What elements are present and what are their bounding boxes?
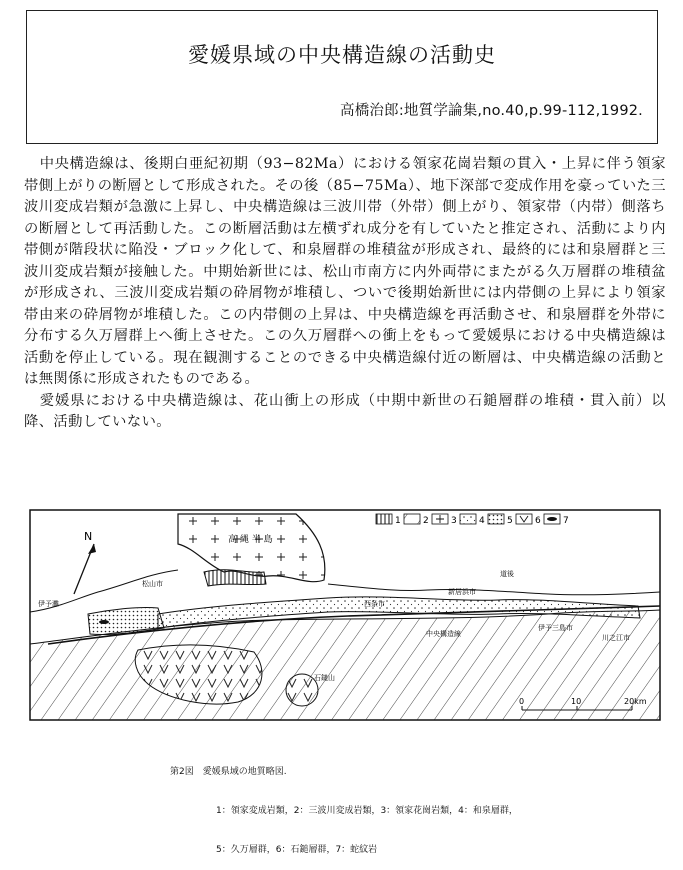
citation: 高橋治郎:地質学論集,no.40,p.99-112,1992. bbox=[340, 103, 643, 119]
scale-tick: 20km bbox=[624, 697, 647, 706]
legend-num: 1 bbox=[395, 516, 401, 526]
legend-num: 2 bbox=[423, 516, 429, 526]
label-niihama: 新居浜市 bbox=[448, 588, 476, 596]
label-takanawa: 高 縄 半 島 bbox=[228, 535, 273, 545]
page-title: 愛媛県域の中央構造線の活動史 bbox=[188, 43, 496, 67]
label-mtl: 中央構造線 bbox=[426, 630, 461, 638]
caption-line: 1：領家変成岩類，2：三波川変成岩類，3：領家花崗岩類，4：和泉層群， bbox=[216, 806, 518, 816]
label-iyo-nada: 伊予灘 bbox=[38, 600, 59, 608]
north-label: N bbox=[84, 530, 93, 543]
legend-num: 6 bbox=[535, 516, 541, 526]
scale-tick: 0 bbox=[519, 697, 525, 706]
legend-num: 4 bbox=[479, 516, 485, 526]
caption-title: 第2図 愛媛県域の地質略図. bbox=[170, 767, 287, 777]
paragraph: 愛媛県における中央構造線は、花山衝上の形成（中期中新世の石鎚層群の堆積・貫入前）以降、活動していない。 bbox=[24, 392, 666, 430]
label-matsuyama: 松山市 bbox=[142, 580, 163, 588]
label-kawanoe: 川之江市 bbox=[602, 634, 630, 642]
label-iyomishima: 伊予三島市 bbox=[538, 624, 573, 632]
north-arrow-icon bbox=[74, 544, 96, 594]
geologic-map bbox=[28, 494, 664, 734]
paragraph: 中央構造線は、後期白亜紀初期（93−82Ma）における領家花崗岩類の貫入・上昇に伴う領家帯側上がりの断層として形成された。その後（85−75Ma）、地下深部で変成作用を豪っていた三波川変成岩類が急激に上昇し、中央構造線は三波川帯（外帯）側上がり、領家帯（内帯）側落ちの断層として再活動した。この断層活動は左横ずれ成分を有していたと推定され、活動により内帯側が階段状に陥没・ブロック化して、和泉層群の堆積盆が形成され、最終的には和泉層群と三波川変成岩類が接触した。中期始新世には、松山市南方に内外両帯にまたがる久万層群の堆積盆が形成され、三波川変成岩類の砕屑物が堆積し、ついで後期始新世には内帯側の上昇により領家帯由来の砕屑物が堆積した。この内帯側の上昇は、中央構造線を再活動させ、和泉層群を外帯に分布する久万層群上へ衝上させた。この久万層群への衝上をもって愛媛県における中央構造線は活動を停止している。現在観測することのできる中央構造線付近の断層は、中央構造線の活動とは無関係に形成されたものである。 bbox=[24, 156, 666, 387]
legend-num: 7 bbox=[563, 516, 569, 526]
label-dogo: 道後 bbox=[500, 570, 514, 578]
ryoke-metamorphic-area bbox=[204, 570, 266, 586]
legend-num: 3 bbox=[451, 516, 457, 526]
geologic-map-figure bbox=[28, 494, 664, 734]
body-text bbox=[24, 154, 666, 434]
title-box bbox=[26, 10, 658, 144]
label-ishizuchi: 石鎚山 bbox=[314, 674, 335, 682]
label-saijo: 西条市 bbox=[364, 600, 385, 608]
scale-tick: 10 bbox=[571, 697, 582, 706]
legend-num: 5 bbox=[507, 516, 513, 526]
caption-line: 5：久万層群，6：石鎚層群，7：蛇紋岩 bbox=[216, 845, 378, 855]
serpentinite-lens bbox=[99, 620, 109, 624]
figure-caption bbox=[170, 740, 518, 870]
map-legend bbox=[376, 514, 569, 526]
